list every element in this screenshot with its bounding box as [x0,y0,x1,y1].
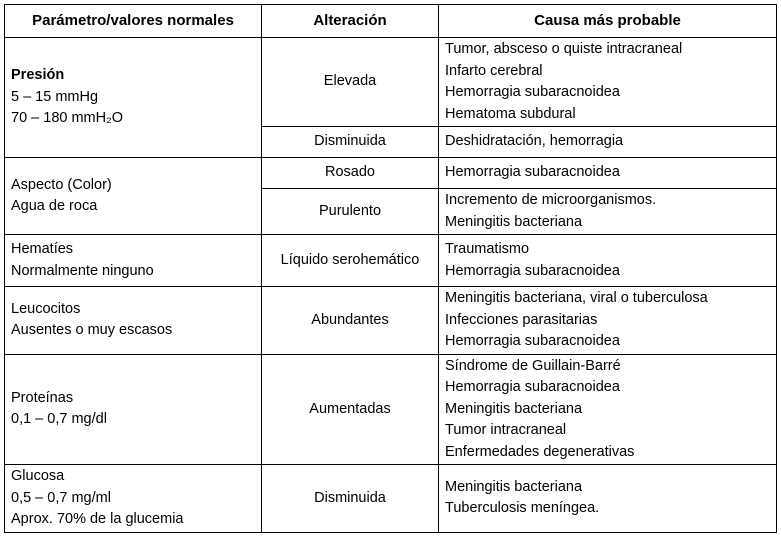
causa-cell [439,158,777,189]
causa-item: Hemorragia subaracnoidea [445,333,620,349]
alteracion-cell: Abundantes [262,287,439,355]
csf-parameters-table [4,4,777,533]
causa-item: Hematoma subdural [445,105,576,122]
param-glucosa [5,465,262,533]
causa-item: Incremento de microorganismos. [445,192,657,208]
param-value: Ausentes o muy escasos [11,322,173,339]
param-name: Presión [11,67,65,84]
causa-item: Enfermedades degenerativas [445,443,635,460]
param-value: Normalmente ninguno [11,262,154,279]
alteracion-cell: Líquido serohemático [262,235,439,287]
causa-item: Hemorragia subaracnoidea [445,84,620,100]
param-leucocitos [5,287,262,355]
alteracion-cell: Disminuida [262,127,439,158]
param-proteinas [5,354,262,465]
alteracion-cell: Rosado [262,158,439,189]
causa-item: Meningitis bacteriana, viral o tuberculosa [445,290,708,306]
header-alteracion: Alteración [262,5,439,38]
param-value: 0,1 – 0,7 mg/dl [11,411,107,428]
param-value: 5 – 15 mmHg [11,88,99,105]
header-causa: Causa más probable [439,5,777,38]
alteracion-cell: Purulento [262,189,439,235]
table-row-aspecto-rosado [5,158,777,189]
causa-item: Infecciones parasitarias [445,311,598,328]
param-name: Aspecto (Color) [11,176,112,193]
causa-cell [439,235,777,287]
param-name: Proteínas [11,389,74,406]
alteracion-cell: Elevada [262,38,439,127]
causa-item: Meningitis bacteriana [445,400,583,417]
param-name: Hematíes [11,241,74,257]
param-value: 0,5 – 0,7 mg/ml [11,489,111,506]
causa-item: Hemorragia subaracnoidea [445,379,620,395]
param-value: Aprox. 70% de la glucemia [11,511,184,527]
table-row-hematies [5,235,777,287]
param-value: 70 – 180 mmH₂O [11,110,124,127]
table-row-leucocitos [5,287,777,355]
causa-cell [439,465,777,533]
causa-item: Síndrome de Guillain-Barré [445,357,621,374]
param-name: Glucosa [11,468,65,484]
causa-item: Tuberculosis meníngea. [445,500,600,517]
param-presion [5,38,262,158]
param-value: Agua de roca [11,198,98,214]
causa-cell [439,127,777,158]
causa-cell [439,38,777,127]
causa-item: Infarto cerebral [445,62,543,79]
table-row-presion-elevada [5,38,777,127]
causa-item: Hemorragia subaracnoidea [445,164,620,181]
alteracion-cell: Aumentadas [262,354,439,465]
causa-item: Tumor, absceso o quiste intracraneal [445,41,683,57]
param-name: Leucocitos [11,300,81,317]
causa-item: Tumor intracraneal [445,422,567,438]
causa-item: Meningitis bacteriana [445,478,583,495]
causa-item: Meningitis bacteriana [445,213,583,230]
causa-cell [439,287,777,355]
causa-item: Hemorragia subaracnoidea [445,262,620,279]
table-row-proteinas [5,354,777,465]
alteracion-cell: Disminuida [262,465,439,533]
header-parametro: Parámetro/valores normales [5,5,262,38]
param-hematies [5,235,262,287]
causa-cell [439,189,777,235]
causa-item: Traumatismo [445,241,530,257]
param-aspecto [5,158,262,235]
table-row-glucosa [5,465,777,533]
causa-cell [439,354,777,465]
header-row [5,5,777,38]
causa-item: Deshidratación, hemorragia [445,133,624,150]
